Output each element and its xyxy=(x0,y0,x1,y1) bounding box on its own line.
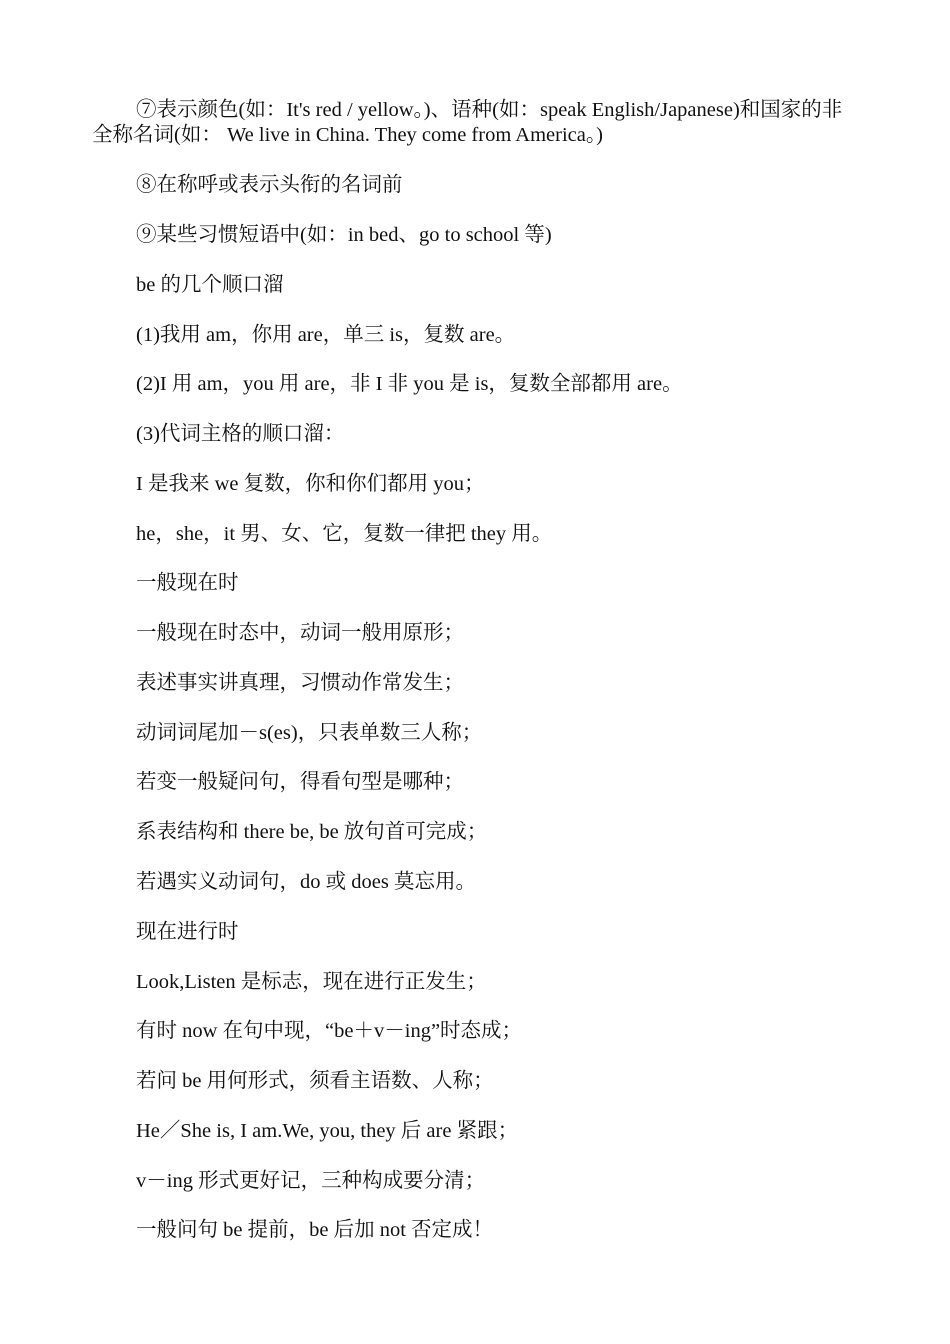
present-continuous-line-1: Look,Listen 是标志，现在进行正发生； xyxy=(136,971,487,993)
simple-present-line-4: 若变一般疑问句，得看句型是哪种； xyxy=(136,771,464,793)
simple-present-line-5: 系表结构和 there be, be 放句首可完成； xyxy=(136,821,488,843)
present-continuous-line-2: 有时 now 在句中现，“be＋v－ing”时态成； xyxy=(136,1020,523,1042)
paragraph-article-usage-9: ⑨某些习惯短语中(如：in bed、go to school 等) xyxy=(136,224,552,246)
present-continuous-line-6: 一般问句 be 提前，be 后加 not 否定成！ xyxy=(136,1219,494,1241)
heading-simple-present: 一般现在时 xyxy=(136,572,239,594)
pronoun-rhyme-line-1: I 是我来 we 复数，你和你们都用 you； xyxy=(136,473,485,495)
heading-be-rhymes: be 的几个顺口溜 xyxy=(136,274,284,296)
present-continuous-line-4: He／She is, I am.We, you, they 后 are 紧跟； xyxy=(136,1120,519,1142)
pronoun-rhyme-line-2: he，she，it 男、女、它，复数一律把 they 用。 xyxy=(136,523,553,545)
simple-present-line-2: 表述事实讲真理，习惯动作常发生； xyxy=(136,672,464,694)
present-continuous-line-5: v－ing 形式更好记，三种构成要分清； xyxy=(136,1170,486,1192)
rhyme-line-2: (2)I 用 am，you 用 are，非 I 非 you 是 is，复数全部都用 are。 xyxy=(136,373,683,395)
simple-present-line-1: 一般现在时态中，动词一般用原形； xyxy=(136,622,464,644)
simple-present-line-3: 动词词尾加－s(es)，只表单数三人称； xyxy=(136,722,483,744)
paragraph-article-usage-8: ⑧在称呼或表示头衔的名词前 xyxy=(136,174,403,196)
heading-present-continuous: 现在进行时 xyxy=(136,921,239,943)
paragraph-article-usage-7: ⑦表示颜色(如：It's red / yellow。)、语种(如：speak English/Japanese)和国家的非全称名词(如： We live in China. They come from America。) xyxy=(92,99,843,146)
present-continuous-line-3: 若问 be 用何形式，须看主语数、人称； xyxy=(136,1070,494,1092)
rhyme-line-3: (3)代词主格的顺口溜： xyxy=(136,423,345,445)
rhyme-line-1: (1)我用 am，你用 are，单三 is，复数 are。 xyxy=(136,324,516,346)
simple-present-line-6: 若遇实义动词句，do 或 does 莫忘用。 xyxy=(136,871,476,893)
